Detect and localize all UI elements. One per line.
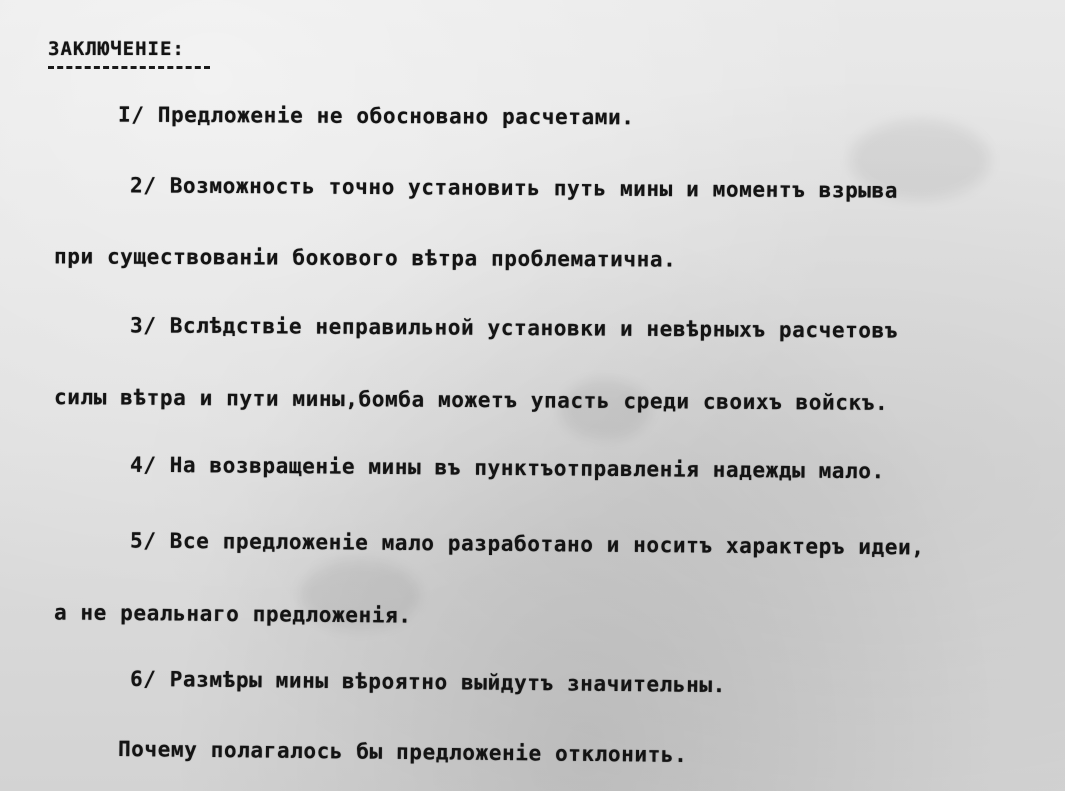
text-line-item-4: 4/ На возвращенiе мины въ пунктъотправленiя надежды мало. <box>129 452 885 484</box>
text-line-conclusion: Почему полагалось бы предложенiе отклонить. <box>117 737 688 767</box>
document-heading: ЗАКЛЮЧЕНIЕ: <box>48 38 185 60</box>
text-line-item-5: 5/ Все предложенiе мало разработано и носитъ характеръ идеи, <box>129 528 925 560</box>
text-line-continuation-2: при существованiи бокового вѣтра проблематична. <box>53 244 677 272</box>
heading-underline <box>48 66 210 69</box>
text-line-item-1: I/ Предложенiе не обосновано расчетами. <box>117 102 635 130</box>
text-line-item-6: 6/ Размѣры мины вѣроятно выйдутъ значительны. <box>129 666 727 698</box>
text-line-continuation-5: а не реальнаго предложенiя. <box>53 600 412 628</box>
text-line-item-3: 3/ Вслѣдствiе неправильной установки и невѣрныхъ расчетовъ <box>129 313 899 343</box>
text-line-item-2: 2/ Возможность точно установить путь мины и моментъ взрыва <box>129 173 899 203</box>
text-line-continuation-3: силы вѣтра и пути мины,бомба можетъ упасть среди своихъ войскъ. <box>53 385 889 415</box>
